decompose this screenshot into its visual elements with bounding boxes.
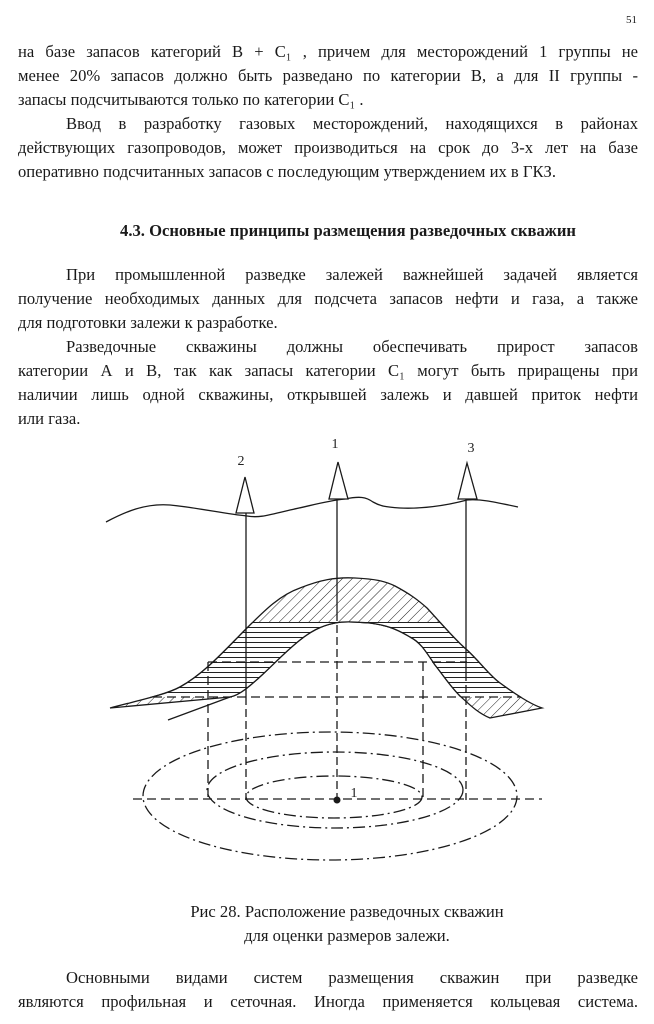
text-line: категории А и В, так как запасы категории С₁ могут быть приращены при	[18, 361, 638, 380]
text-line: являются профильная и сеточная. Иногда применяется кольцевая система.	[18, 992, 638, 1011]
page-number: 51	[626, 14, 637, 26]
text-line: Разведочные скважины должны обеспечивать прирост запасов	[66, 337, 638, 356]
text-line: Ввод в разработку газовых месторождений, находящихся в районах	[66, 114, 638, 133]
well-1	[329, 462, 348, 800]
well-label-1: 1	[331, 437, 339, 452]
plan-center-label: 1	[350, 786, 358, 801]
text-line: Основными видами систем размещения скважин при разведке	[66, 968, 638, 987]
text-line: действующих газопроводов, может производиться на срок до 3-х лет на базе	[18, 138, 638, 157]
well-1-plan-point	[334, 797, 341, 804]
section-heading: 4.3. Основные принципы размещения разведочных скважин	[120, 221, 576, 240]
text-line: оперативно подсчитанных запасов с последующим утверждением их в ГКЗ.	[18, 162, 557, 181]
plan-contours	[143, 732, 517, 860]
text-line: или газа.	[18, 409, 81, 428]
text-line: наличии лишь одной скважины, открывшей залежь и давшей приток нефти	[18, 385, 638, 404]
text-line: для подготовки залежи к разработке.	[18, 313, 278, 332]
figure-caption-line: Рис 28. Расположение разведочных скважин	[190, 902, 504, 921]
figure-caption-line: для оценки размеров залежи.	[244, 926, 450, 945]
text-line: запасы подсчитываются только по категории С₁ .	[18, 90, 364, 109]
text-line: на базе запасов категорий В + С₁ , причем для месторождений 1 группы не	[18, 42, 638, 61]
well-label-2: 2	[237, 454, 245, 469]
text-line: менее 20% запасов должно быть разведано по категории В, а для II группы -	[18, 66, 638, 85]
text-line: получение необходимых данных для подсчета запасов нефти и газа, а также	[18, 289, 638, 308]
text-line: При промышленной разведке залежей важнейшей задачей является	[66, 265, 638, 284]
well-label-3: 3	[467, 441, 475, 456]
well-3	[458, 463, 477, 800]
ground-surface-line	[106, 497, 518, 522]
